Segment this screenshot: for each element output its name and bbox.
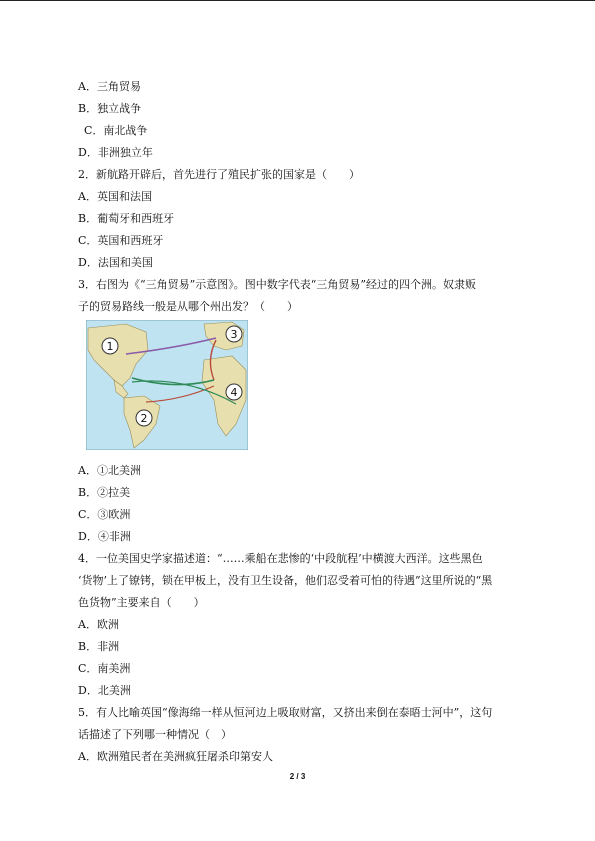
triangle-trade-map xyxy=(86,320,248,450)
q3-option-a[interactable]: A．①北美洲 xyxy=(78,464,141,477)
map-label-2 xyxy=(136,410,152,426)
q4-stem-line3: 色货物”主要来自（ ） xyxy=(78,596,205,609)
q1-option-a[interactable]: A．三角贸易 xyxy=(78,80,141,93)
q4-option-d[interactable]: D．北美洲 xyxy=(78,684,131,697)
q1-option-b[interactable]: B．独立战争 xyxy=(78,102,142,115)
q3-option-b[interactable]: B．②拉美 xyxy=(78,486,131,499)
q1-option-c[interactable]: C．南北战争 xyxy=(84,124,148,137)
map-label-4 xyxy=(226,384,242,400)
q2-stem: 2．新航路开辟后，首先进行了殖民扩张的国家是（ ） xyxy=(78,168,360,181)
q5-stem-line1: 5．有人比喻英国“像海绵一样从恒河边上吸取财富，又挤出来倒在泰晤士河中”，这句 xyxy=(78,706,493,719)
page-top-border xyxy=(0,0,595,1)
map-label-3 xyxy=(226,326,242,342)
q4-option-a[interactable]: A．欧洲 xyxy=(78,618,119,631)
map-label-1 xyxy=(102,338,118,354)
q1-option-d[interactable]: D．非洲独立年 xyxy=(78,146,153,159)
svg-text:1: 1 xyxy=(106,340,114,353)
q4-stem-line1: 4．一位美国史学家描述道：“……乘船在悲惨的‘中段航程’中横渡大西洋。这些黑色 xyxy=(78,552,483,565)
svg-text:2: 2 xyxy=(140,412,148,425)
q5-option-a[interactable]: A．欧洲殖民者在美洲疯狂屠杀印第安人 xyxy=(78,750,273,763)
svg-text:3: 3 xyxy=(230,328,238,341)
q4-stem-line2: ‘货物’上了镣铐，锁在甲板上，没有卫生设备，他们忍受着可怕的待遇”这里所说的“黑 xyxy=(78,574,493,587)
q3-option-d[interactable]: D．④非洲 xyxy=(78,530,131,543)
page-number: 2 / 3 xyxy=(289,772,306,781)
q2-option-b[interactable]: B．葡萄牙和西班牙 xyxy=(78,212,175,225)
q4-option-b[interactable]: B．非洲 xyxy=(78,640,120,653)
svg-text:4: 4 xyxy=(230,386,238,399)
q2-option-d[interactable]: D．法国和美国 xyxy=(78,256,153,269)
q2-option-c[interactable]: C．英国和西班牙 xyxy=(78,234,164,247)
q4-option-c[interactable]: C．南美洲 xyxy=(78,662,131,675)
q3-option-c[interactable]: C．③欧洲 xyxy=(78,508,131,521)
q2-option-a[interactable]: A．英国和法国 xyxy=(78,190,152,203)
q3-stem-line1: 3．右图为《“三角贸易”示意图》。图中数字代表“三角贸易”经过的四个洲。奴隶贩 xyxy=(78,278,476,291)
q5-stem-line2: 话描述了下列哪一种情况（ ） xyxy=(78,728,232,741)
q3-stem-line2: 子的贸易路线一般是从哪个州出发？（ ） xyxy=(78,300,298,313)
